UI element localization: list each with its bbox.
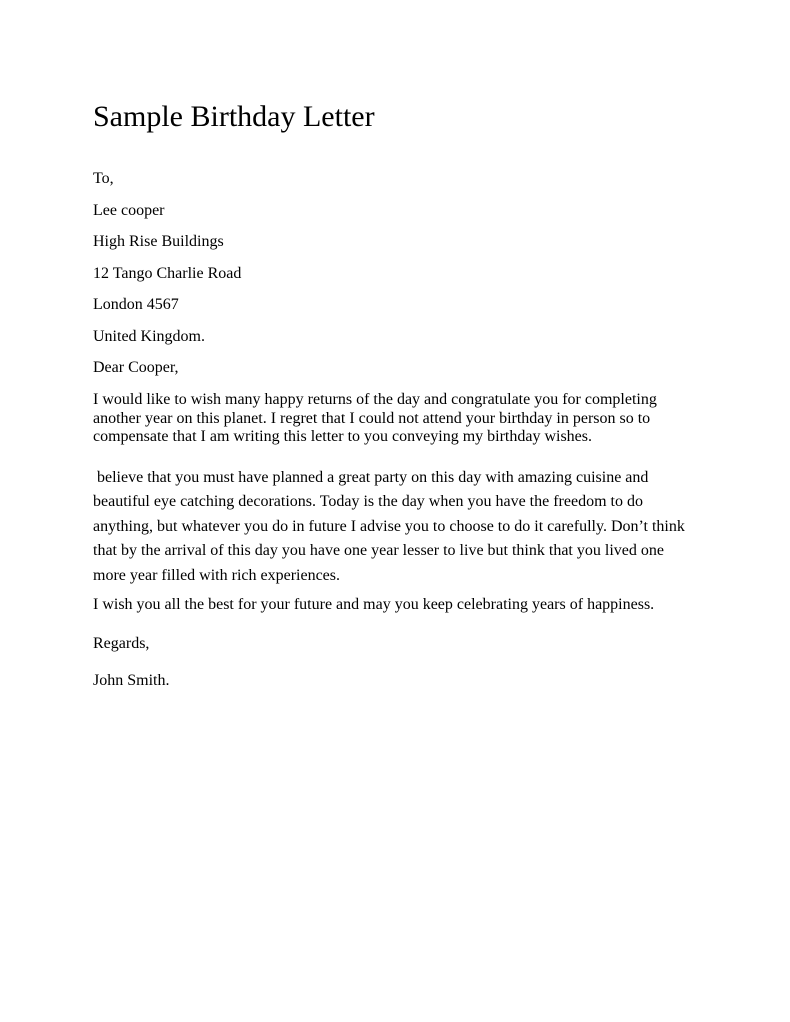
body-paragraph-2: believe that you must have planned a great party on this day with amazing cuisine and beautiful eye catching decorations. Today is the day when you have the freedom to do anything, but whatever you do in future I advise you to choose to do it carefully. Don’t think that by the arrival of this day you have one year lesser to live but think that you lived one more year filled with rich experiences.	[93, 468, 689, 584]
recipient-address-block	[93, 170, 697, 346]
body-paragraph-3: I wish you all the best for your future and may you keep celebrating years of happiness.	[93, 596, 655, 613]
letter-signature: John Smith.	[93, 672, 170, 689]
letter-greeting: Dear Cooper,	[93, 359, 179, 376]
address-recipient-name: Lee cooper	[93, 201, 165, 219]
letter-body	[93, 391, 697, 615]
letter-closing: Regards,	[93, 634, 150, 652]
address-building: High Rise Buildings	[93, 233, 224, 250]
address-to-label: To,	[93, 170, 114, 187]
body-paragraph-1: I would like to wish many happy returns of the day and congratulate you for completing another year on this planet. I regret that I could not attend your birthday in person so to compensate that I am writing this letter to you conveying my birthday wishes.	[93, 391, 661, 445]
address-city-postcode: London 4567	[93, 296, 179, 313]
address-street: 12 Tango Charlie Road	[93, 264, 242, 282]
address-country: United Kingdom.	[93, 327, 205, 345]
letter-title: Sample Birthday Letter	[93, 100, 375, 133]
